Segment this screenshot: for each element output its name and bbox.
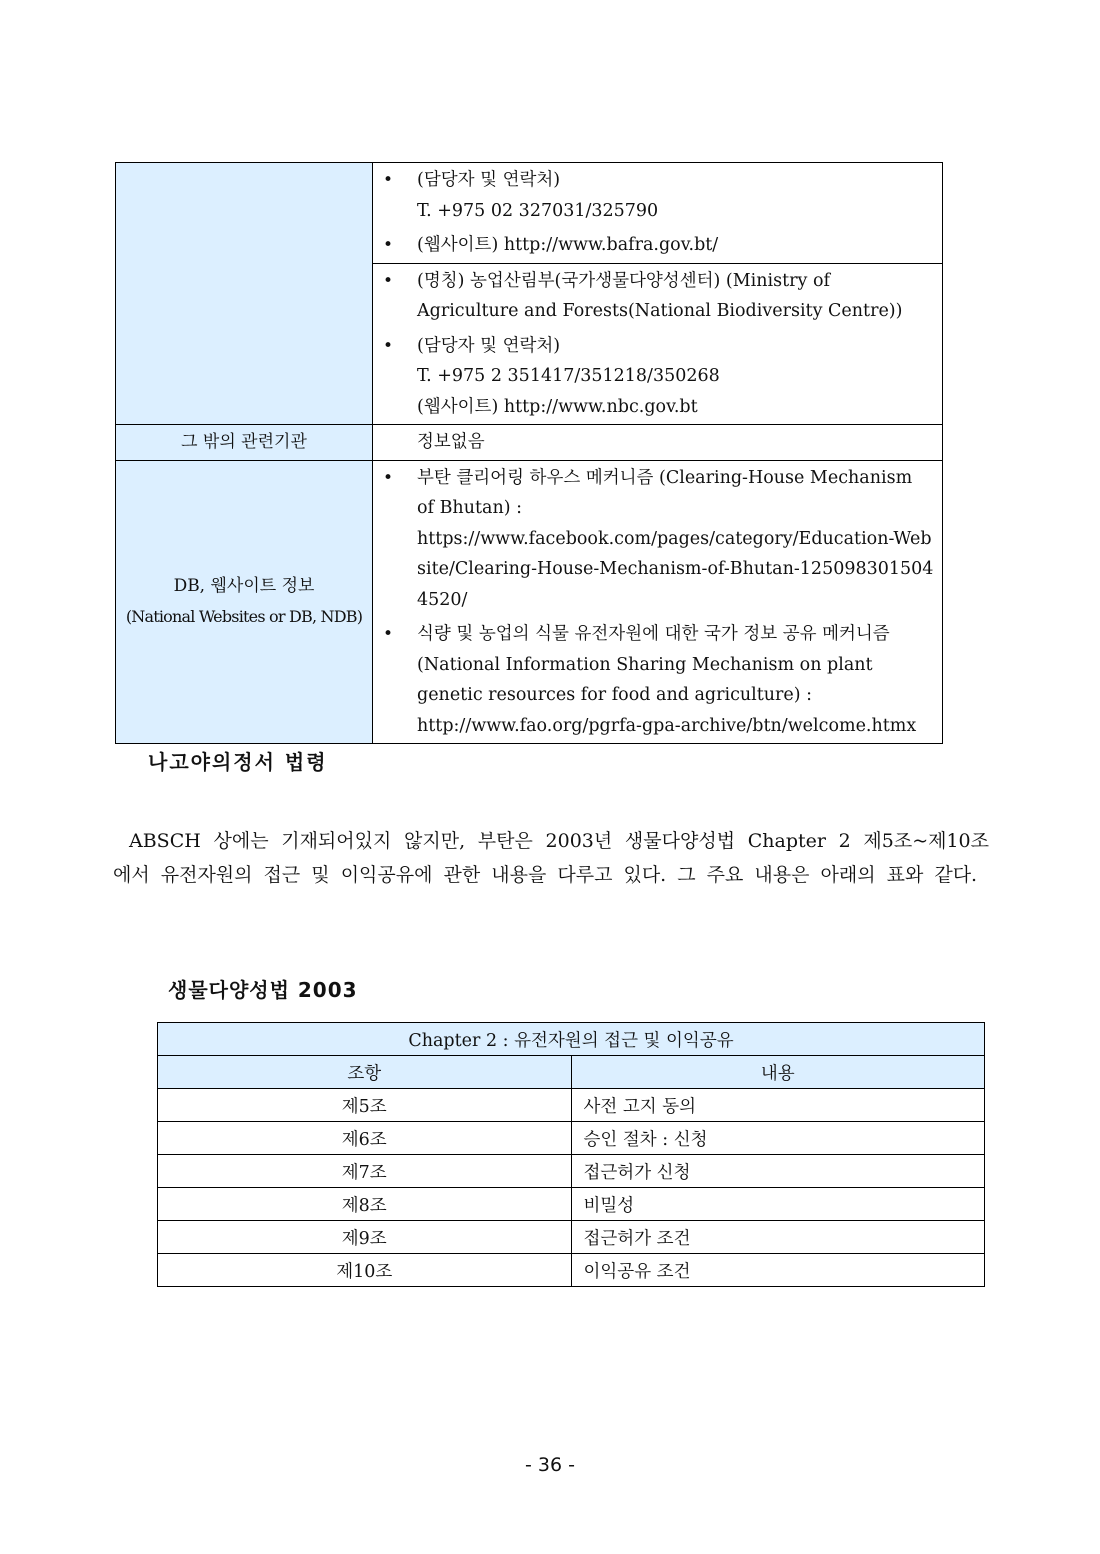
db-url-link[interactable]: https://www.facebook.com/pages/category/Education-Website/Clearing-House-Mechanism-of-Bhutan-1250983015044520/ <box>417 528 934 610</box>
page-number: - 36 - <box>525 1454 575 1476</box>
list-item <box>379 463 934 616</box>
content-cell: 비밀성 <box>571 1188 985 1221</box>
contact-phone: T. +975 02 327031/325790 <box>417 200 659 221</box>
content-cell: 접근허가 조건 <box>571 1221 985 1254</box>
contact-phone: T. +975 2 351417/351218/350268 <box>417 366 720 386</box>
section-heading: 나고야의정서 법령 <box>148 750 328 774</box>
table-row <box>158 1155 985 1188</box>
label-line: DB, 웹사이트 정보 <box>173 576 315 597</box>
article-cell: 제9조 <box>158 1221 572 1254</box>
contact-cell-bafra <box>373 163 943 264</box>
article-cell: 제8조 <box>158 1188 572 1221</box>
list-item <box>379 266 934 327</box>
contact-label: • (담당자 및 연락처) <box>417 335 561 356</box>
article-cell: 제5조 <box>158 1089 572 1122</box>
table-row <box>158 1188 985 1221</box>
content-cell: 이익공유 조건 <box>571 1254 985 1287</box>
list-item <box>379 619 934 741</box>
row-label-other-agencies: 그 밖의 관련기관 <box>116 425 373 461</box>
body-paragraph: ABSCH 상에는 기재되어있지 않지만, 부탄은 2003년 생물다양성법 Chapter 2 제5조~제10조에서 유전자원의 접근 및 이익공유에 관한 내용을 다루고 있다. 그 주요 내용은 아래의 표와 같다. <box>113 830 989 886</box>
table-row <box>116 460 943 744</box>
db-url-link[interactable]: http://www.fao.org/pgrfa-gpa-archive/btn/welcome.htmx <box>417 715 917 736</box>
content-cell: 승인 절차 : 신청 <box>571 1122 985 1155</box>
article-cell: 제7조 <box>158 1155 572 1188</box>
contact-label: • (담당자 및 연락처) <box>417 170 561 190</box>
content-cell: 사전 고지 동의 <box>571 1089 985 1122</box>
table-row <box>158 1122 985 1155</box>
table-row <box>158 1254 985 1287</box>
other-agencies-value: 정보없음 <box>373 425 943 461</box>
law-heading: 생물다양성법 2003 <box>168 978 358 1002</box>
column-header-content: 내용 <box>571 1056 985 1089</box>
table-row <box>158 1089 985 1122</box>
agency-name: • (명칭) 농업산림부(국가생물다양성센터) (Ministry of Agriculture and Forests(National Biodiversity Centre)) <box>417 270 903 321</box>
law-articles-table <box>157 1022 985 1287</box>
table-row <box>158 1221 985 1254</box>
contact-cell-nbc <box>373 263 943 425</box>
article-cell: 제6조 <box>158 1122 572 1155</box>
table-caption-row <box>158 1023 985 1056</box>
table-row <box>116 163 943 264</box>
db-description: • 부탄 클리어링 하우스 메커니즘 (Clearing-House Mechanism of Bhutan) : <box>417 467 913 518</box>
row-label-empty <box>116 163 373 425</box>
table-caption: Chapter 2 : 유전자원의 접근 및 이익공유 <box>158 1023 985 1056</box>
article-cell: 제10조 <box>158 1254 572 1287</box>
list-item <box>379 230 934 261</box>
row-label-db-websites <box>116 460 373 744</box>
db-description: • 식량 및 농업의 식물 유전자원에 대한 국가 정보 공유 메커니즘 (National Information Sharing Mechanism on plant genetic resources for food and agriculture) : <box>417 624 890 705</box>
table-header-row <box>158 1056 985 1089</box>
list-item <box>379 165 934 226</box>
list-item <box>379 331 934 423</box>
agency-info-table <box>115 162 943 744</box>
website-link[interactable]: (웹사이트) http://www.nbc.gov.bt <box>417 396 698 417</box>
db-websites-cell <box>373 460 943 744</box>
label-line: (National Websites or DB, NDB) <box>125 606 363 626</box>
table-row <box>116 425 943 461</box>
column-header-article: 조항 <box>158 1056 572 1089</box>
content-cell: 접근허가 신청 <box>571 1155 985 1188</box>
website-link[interactable]: • (웹사이트) http://www.bafra.gov.bt/ <box>417 235 719 255</box>
